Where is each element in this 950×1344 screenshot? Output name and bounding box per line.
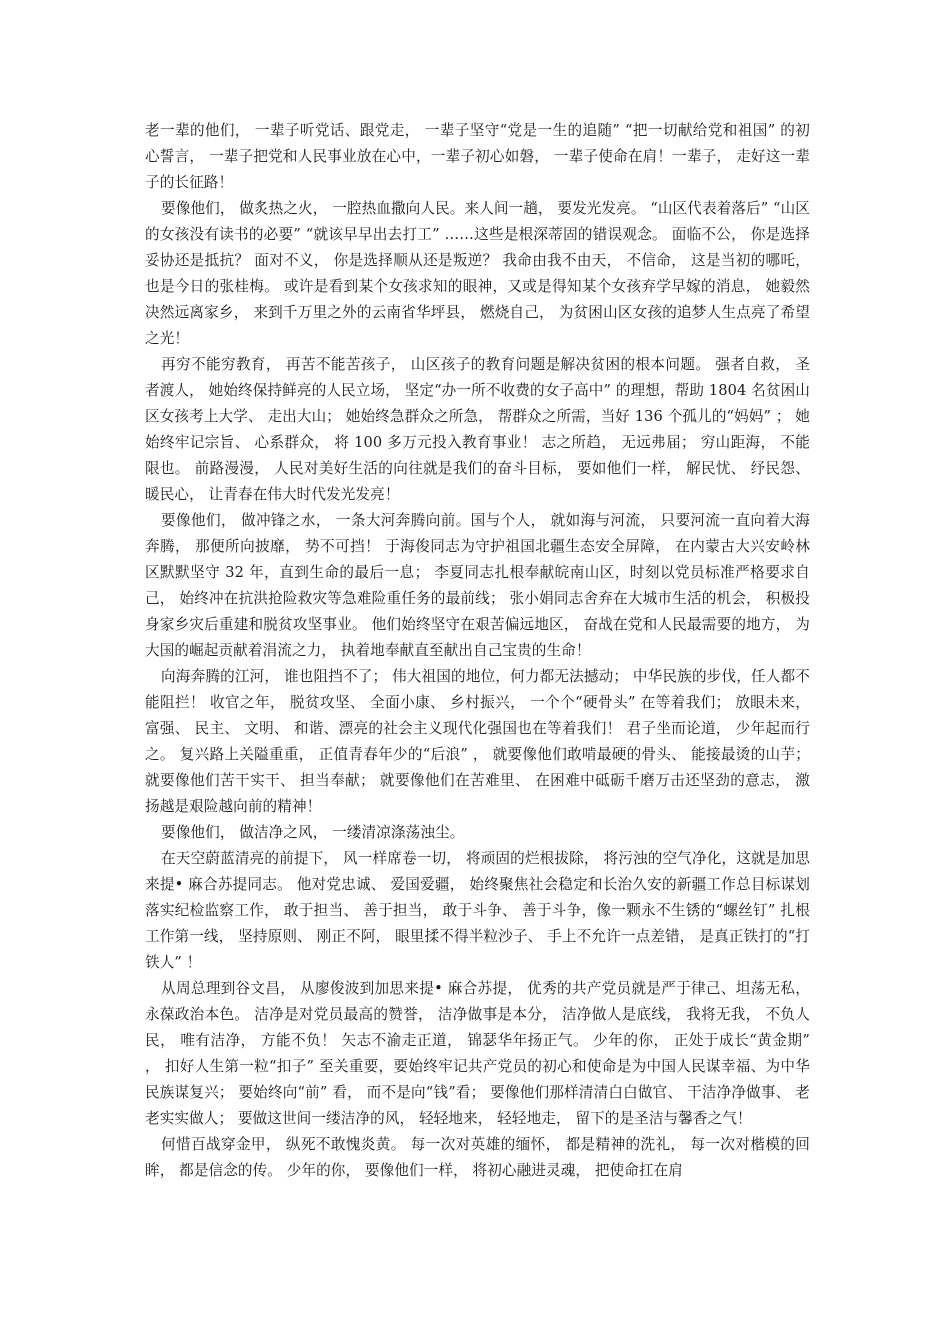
paragraph-7: 在天空蔚蓝清亮的前提下， 风一样席卷一切， 将顽固的烂根拔除， 将污浊的空气净化，这就是加思来提• 麻合苏提同志。 他对党忠诚、 爱国爱疆， 始终聚焦社会稳定和长治久安的新疆工作总目标谋划落实纪检监察工作， 敢于担当、 善于担当， 敢于斗争、 善于斗争，像一颗永不生锈的“螺丝钉” 扎根工作第一线， 坚持原则、 刚正不阿， 眼里揉不得半粒沙子、 手上不允许一点差错， 是真正铁打的“打铁人” ！ [145,850,810,971]
document-body [145,118,810,1184]
paragraph-5: 向海奔腾的江河， 谁也阻挡不了； 伟大祖国的地位，何力都无法撼动； 中华民族的步伐，任人都不能阻拦！ 收官之年， 脱贫攻坚、 全面小康、 乡村振兴， 一个个“硬骨头” 在等着我们； 放眼未来， 富强、 民主、 文明、 和谐、漂亮的社会主义现代化强国也在等着我们！ 君子坐而论道， 少年起而行之。 复兴路上关隘重重， 正值青春年少的“后浪” ， 就要像他们敢啃最硬的骨头、 能接最烫的山芋； 就要像他们苦干实干、 担当奉献； 就要像他们在苦难里、 在困难中砥砺千磨万击还坚劲的意志， 激扬越是艰险越向前的精神！ [145,668,810,815]
paragraph-9: 何惜百战穿金甲， 纵死不敢愧炎黄。 每一次对英雄的缅怀， 都是精神的洗礼， 每一次对楷模的回眸， 都是信念的传。 少年的你， 要像他们一样， 将初心融进灵魂， 把使命扛在肩 [145,1136,810,1179]
paragraph-3: 再穷不能穷教育， 再苦不能苦孩子， 山区孩子的教育问题是解决贫困的根本问题。 强者自救， 圣者渡人， 她始终保持鲜亮的人民立场， 坚定“办一所不收费的女子高中” 的理想，帮助 1804 名贫困山区女孩考上大学、 走出大山； 她始终急群众之所急， 帮群众之所需，当好 136 个孤儿的“妈妈” ； 她始终牢记宗旨、 心系群众， 将 100 多万元投入教育事业！ 志之所趋， 无远弗届； 穷山距海， 不能限也。 前路漫漫， 人民对美好生活的向往就是我们的奋斗目标， 要如他们一样， 解民忧、 纾民怨、 暖民心， 让青春在伟大时代发光发亮！ [145,356,810,503]
paragraph-2: 要像他们， 做炙热之火， 一腔热血撒向人民。来人间一趟， 要发光发亮。 “山区代表着落后” “山区的女孩没有读书的必要” “就该早早出去打工” ……这些是根深蒂固的错误观念。 面临不公， 你是选择妥协还是抵抗？ 面对不义， 你是选择顺从还是叛逆？ 我命由我不由天， 不信命， 这是当初的哪吒， 也是今日的张桂梅。 或许是看到某个女孩求知的眼神，又或是得知某个女孩弃学早嫁的消息， 她毅然决然远离家乡， 来到千万里之外的云南省华坪县， 燃烧自己， 为贫困山区女孩的追梦人生点亮了希望之光！ [145,200,810,347]
paragraph-1: 老一辈的他们， 一辈子听党话、跟党走， 一辈子坚守“党是一生的追随” “把一切献给党和祖国” 的初心誓言， 一辈子把党和人民事业放在心中，一辈子初心如磐， 一辈子使命在肩！一辈子， 走好这一辈子的长征路！ [145,122,810,191]
paragraph-4: 要像他们， 做冲锋之水， 一条大河奔腾向前。国与个人， 就如海与河流， 只要河流一直向着大海奔腾， 那便所向披靡， 势不可挡！ 于海俊同志为守护祖国北疆生态安全屏障， 在内蒙古大兴安岭林区默默坚守 32 年，直到生命的最后一息； 李夏同志扎根奉献皖南山区，时刻以党员标准严格要求自己， 始终冲在抗洪抢险救灾等急难险重任务的最前线； 张小娟同志舍弃在大城市生活的机会， 积极投身家乡灾后重建和脱贫攻坚事业。 他们始终坚守在艰苦偏远地区， 奋战在党和人民最需要的地方， 为大国的崛起贡献着涓流之力， 执着地奉献直至献出自己宝贵的生命！ [145,512,810,659]
paragraph-6: 要像他们， 做洁净之风， 一缕清凉涤荡浊尘。 [161,824,465,841]
paragraph-8: 从周总理到谷文昌， 从廖俊波到加思来提• 麻合苏提， 优秀的共产党员就是严于律己、坦荡无私， 永葆政治本色。 洁净是对党员最高的赞誉， 洁净做事是本分， 洁净做人是底线， 我将无我， 不负人民， 唯有洁净， 方能不负！ 矢志不渝走正道， 锦瑟华年扬正气。 少年的你， 正处于成长“黄金期” ， 扣好人生第一粒“扣子” 至关重要，要始终牢记共产党员的初心和使命是为中国人民谋幸福、为中华民族谋复兴； 要始终向“前” 看， 而不是向“钱”看； 要像他们那样清清白白做官、 干洁净净做事、 老老实实做人； 要做这世间一缕洁净的风， 轻轻地来， 轻轻地走， 留下的是圣洁与馨香之气！ [145,980,810,1127]
